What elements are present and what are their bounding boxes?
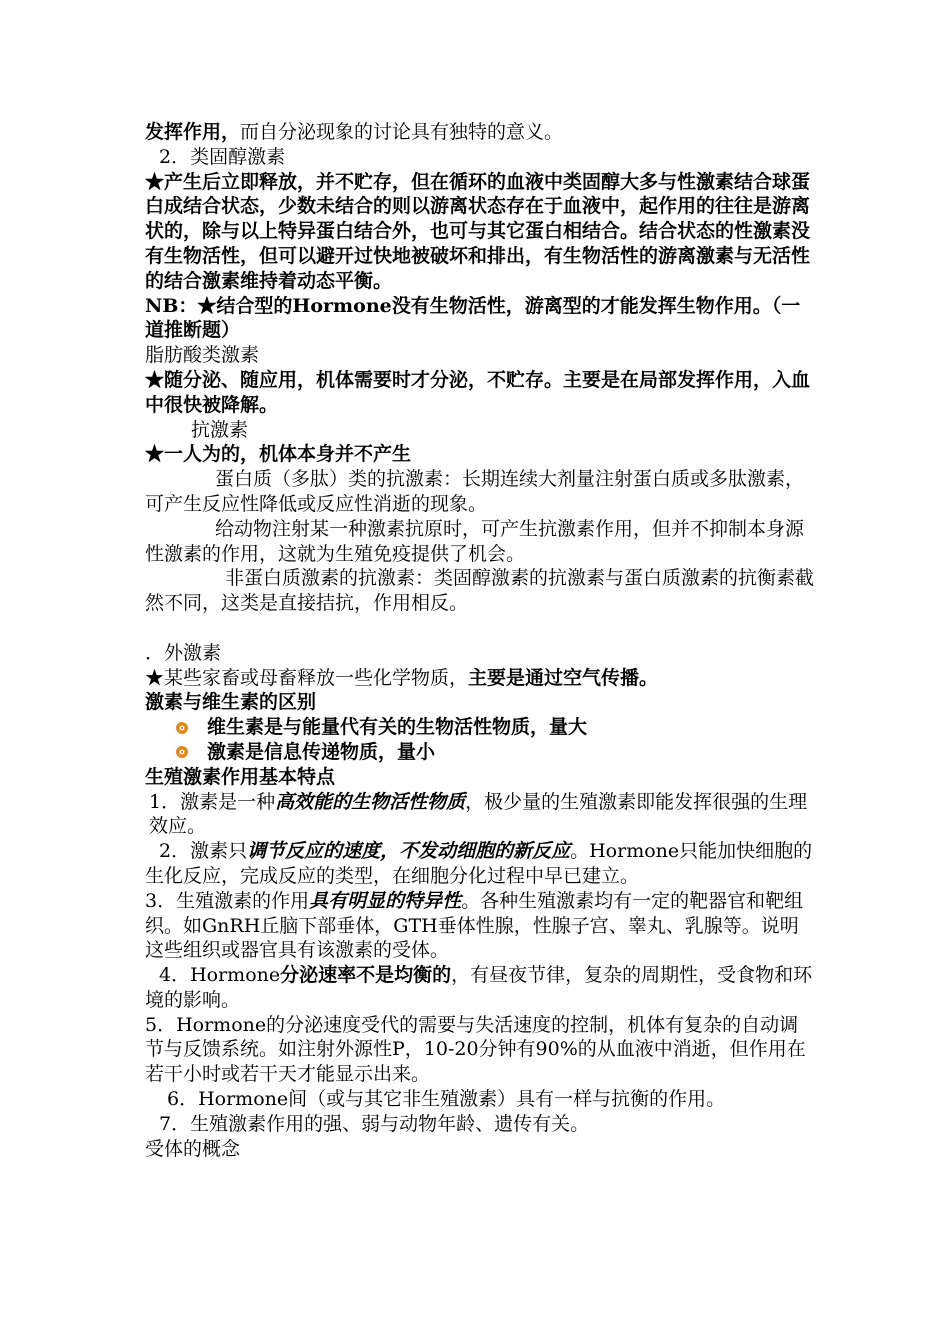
bullet-text-vitamin: 维生素是与能量代有关的生物活性物质，量大 — [207, 716, 588, 739]
document-page — [145, 120, 815, 1161]
heading-antihormone: 抗激素 — [191, 418, 249, 441]
feature-7: 7．生殖激素作用的强、弱与动物年龄、遗传有关。 — [159, 1112, 590, 1135]
nonprotein-antihormone-paragraph: 非蛋白质激素的抗激素：类固醇激素的抗激素与蛋白质激素的抗衡素截然不同，这类是直接拮抗，作用相反。 — [145, 567, 815, 615]
feature-2-a: 2．激素只 — [159, 840, 248, 863]
orange-gear-bullet-icon — [175, 745, 195, 759]
feature-4-c: ，有昼夜节律，复杂的周期性，受食物和环境的影响。 — [145, 964, 813, 1011]
feature-2-b: 调节反应的速度，不发动细胞的新反应 — [247, 840, 571, 863]
steroid-paragraph: ★产生后立即释放，并不贮存，但在循环的血液中类固醇大多与性激素结合球蛋白成结合状态，少数未结合的则以游离状态存在于血液中，起作用的往往是游离状的，除与以上特异蛋白结合外，也可与其它蛋白相结合。结合状态的性激素没有生物活性，但可以避开过快地被破坏和排出，有生物活性的游离激素与无活性的结合激素维持着动态平衡。 — [145, 170, 811, 292]
feature-1-b: 高效能的生物活性物质 — [275, 790, 466, 813]
feature-3-b: 具有明显的特异性 — [309, 889, 462, 912]
exohormone-text-a: ★某些家畜或母畜释放一些化学物质， — [145, 666, 469, 689]
inject-paragraph: 给动物注射某一种激素抗原时，可产生抗激素作用，但并不抑制本身源性激素的作用，这就为生殖免疫提供了机会。 — [145, 517, 805, 565]
heading-receptor: 受体的概念 — [145, 1137, 241, 1160]
heading-hormone-vitamin-diff: 激素与维生素的区别 — [145, 691, 317, 714]
feature-2 — [145, 839, 815, 889]
intro-rest: 而自分泌现象的讨论具有独特的意义。 — [240, 121, 564, 143]
exohormone-text-b: 主要是通过空气传播。 — [468, 666, 659, 689]
bullet-item-hormone — [175, 740, 815, 765]
feature-4 — [145, 963, 815, 1013]
feature-3-c: 。各种生殖激素均有一定的靶器官和靶组织。如GnRH丘脑下部垂体，GTH垂体性腺，性腺子宫、睾丸、乳腺等。说明这些组织或器官具有该激素的受体。 — [145, 889, 804, 962]
fatty-acid-paragraph: ★随分泌、随应用，机体需要时才分泌，不贮存。主要是在局部发挥作用，入血中很快被降解。 — [145, 368, 811, 416]
feature-3-a: 3．生殖激素的作用 — [145, 889, 310, 912]
intro-line — [145, 120, 815, 145]
feature-1-c: ，极少量的生殖激素即能发挥很强的生理效应。 — [149, 790, 808, 838]
feature-4-b: 分泌速率不是均衡的 — [280, 964, 452, 987]
bullet-text-hormone: 激素是信息传递物质，量小 — [207, 740, 436, 763]
heading-fatty-acid: 脂肪酸类激素 — [145, 344, 260, 367]
protein-antihormone-paragraph: 蛋白质（多肽）类的抗激素：长期连续大剂量注射蛋白质或多肽激素，可产生反应性降低或反应性消逝的现象。 — [145, 468, 805, 515]
feature-6: 6．Hormone间（或与其它非生殖激素）具有一样与抗衡的作用。 — [167, 1088, 726, 1111]
feature-4-a: 4．Hormone — [159, 964, 281, 987]
feature-2-c: 。Hormone只能加快细胞的生化反应，完成反应的类型，在细胞分化过程中早已建立。 — [145, 840, 813, 887]
heading-exohormone: ．外激素 — [145, 641, 222, 664]
heading-features: 生殖激素作用基本特点 — [145, 765, 336, 788]
intro-bold: 发挥作用， — [145, 121, 241, 143]
exohormone-paragraph — [145, 666, 815, 691]
blank-line — [145, 616, 815, 641]
bullet-item-vitamin — [175, 715, 815, 740]
feature-5: 5．Hormone的分泌速度受代的需要与失活速度的控制，机体有复杂的自动调节与反馈系统。如注射外源性P，10-20分钟有90%的从血液中消逝，但作用在若干小时或若干天才能显示出来。 — [145, 1013, 806, 1086]
feature-1-a: 1．激素是一种 — [149, 790, 276, 813]
antihormone-paragraph: ★一人为的，机体本身并不产生 — [145, 443, 412, 466]
heading-steroid: 2．类固醇激素 — [159, 145, 286, 168]
orange-gear-bullet-icon — [175, 721, 195, 735]
nb-paragraph: NB：★结合型的Hormone没有生物活性，游离型的才能发挥生物作用。（一道推断题） — [145, 294, 801, 342]
feature-1 — [145, 790, 815, 840]
feature-3 — [145, 889, 815, 963]
